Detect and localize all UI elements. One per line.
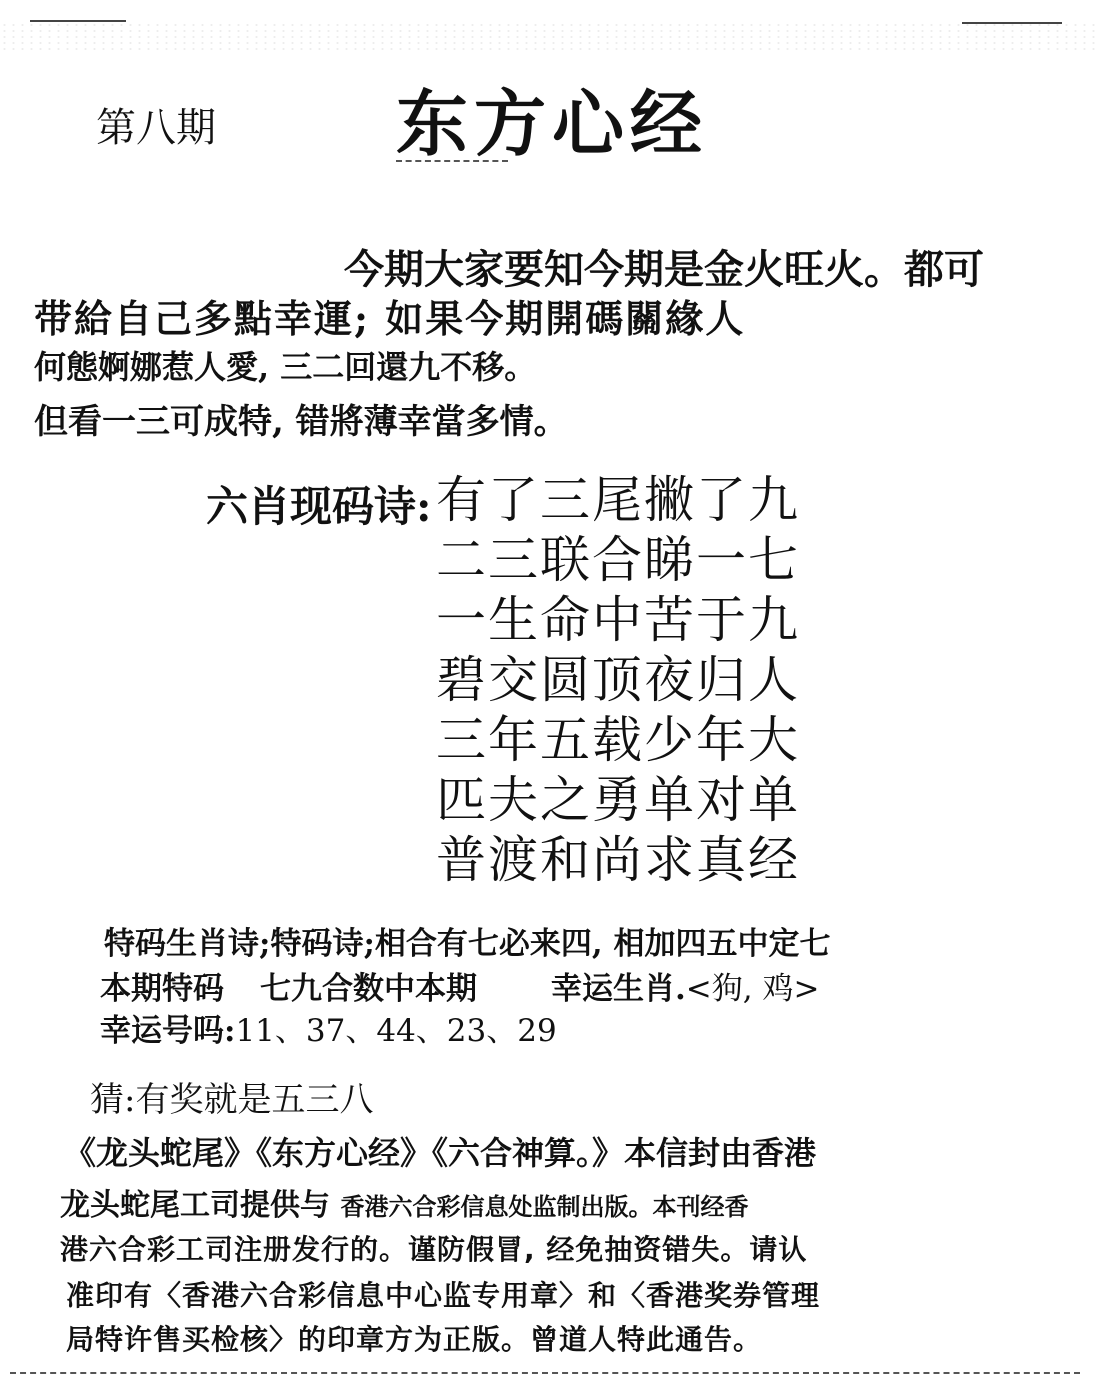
lucky-numbers-label: 幸运号吗: [100,1013,236,1049]
poem-line: 二三联合睇一七 [436,531,800,589]
poem-label: 六肖现码诗: [206,482,432,531]
notice-line-5: 局特许售买检核〉的印章方为正版。曾道人特此通告。 [66,1323,763,1356]
notice-line-2-lead: 龙头蛇尾工司提供与 [60,1188,330,1223]
lucky-numbers-row [100,1005,557,1050]
bottom-rule [10,1372,1080,1374]
special-code-label: 本期特码 [100,971,224,1007]
notice-line-1: 《龙头蛇尾》《东方心经》《六合神算。》本信封由香港 [64,1134,817,1172]
page-title: 东方心经 [396,82,709,166]
top-rule-left [30,20,126,22]
poem-line: 匹夫之勇单对单 [436,771,800,829]
guess-answer: 有奖就是五三八 [135,1080,374,1120]
intro-line-1: 今期大家要知今期是金火旺火。都可 [344,246,984,293]
poem-line: 碧交圆顶夜归人 [436,651,800,709]
poem-line: 普渡和尚求真经 [436,831,800,889]
special-code-poem: 特码生肖诗;特码诗;相合有七必来四, 相加四五中定七 [104,926,831,962]
poem-line: 三年五载少年大 [436,711,800,769]
notice-line-2 [60,1180,748,1224]
lucky-numbers-value: 11、37、44、23、29 [235,1013,557,1049]
intro-line-3: 何態婀娜惹人愛, 三二回還九不移。 [34,348,537,386]
notice-line-4: 准印有〈香港六合彩信息中心监专用章〉和〈香港奖券管理 [66,1279,821,1312]
notice-line-3: 港六合彩工司注册发行的。谨防假冒, 经免抽资错失。请认 [60,1233,808,1266]
lucky-zodiac-value: <狗, 鸡> [685,971,820,1007]
lucky-zodiac-label: 幸运生肖. [551,971,686,1007]
special-code-row [100,963,819,1008]
special-code-value: 七九合数中本期 [260,971,477,1007]
guess-label: 猜: [90,1080,136,1120]
issue-number: 第八期 [96,105,216,151]
poem-block [436,470,800,890]
intro-line-2: 带給自己多點幸運; 如果今期開碼關緣人 [34,296,746,341]
guess-row [90,1072,373,1121]
poem-line: 有了三尾撇了九 [436,471,800,529]
scan-noise-top [0,22,1095,52]
top-rule-right [962,22,1062,24]
poem-line: 一生命中苦于九 [436,591,800,649]
intro-line-4: 但看一三可成特, 错將薄幸當多情。 [34,402,568,442]
notice-line-2-rest: 香港六合彩信息处监制出版。本刊经香 [340,1193,749,1221]
